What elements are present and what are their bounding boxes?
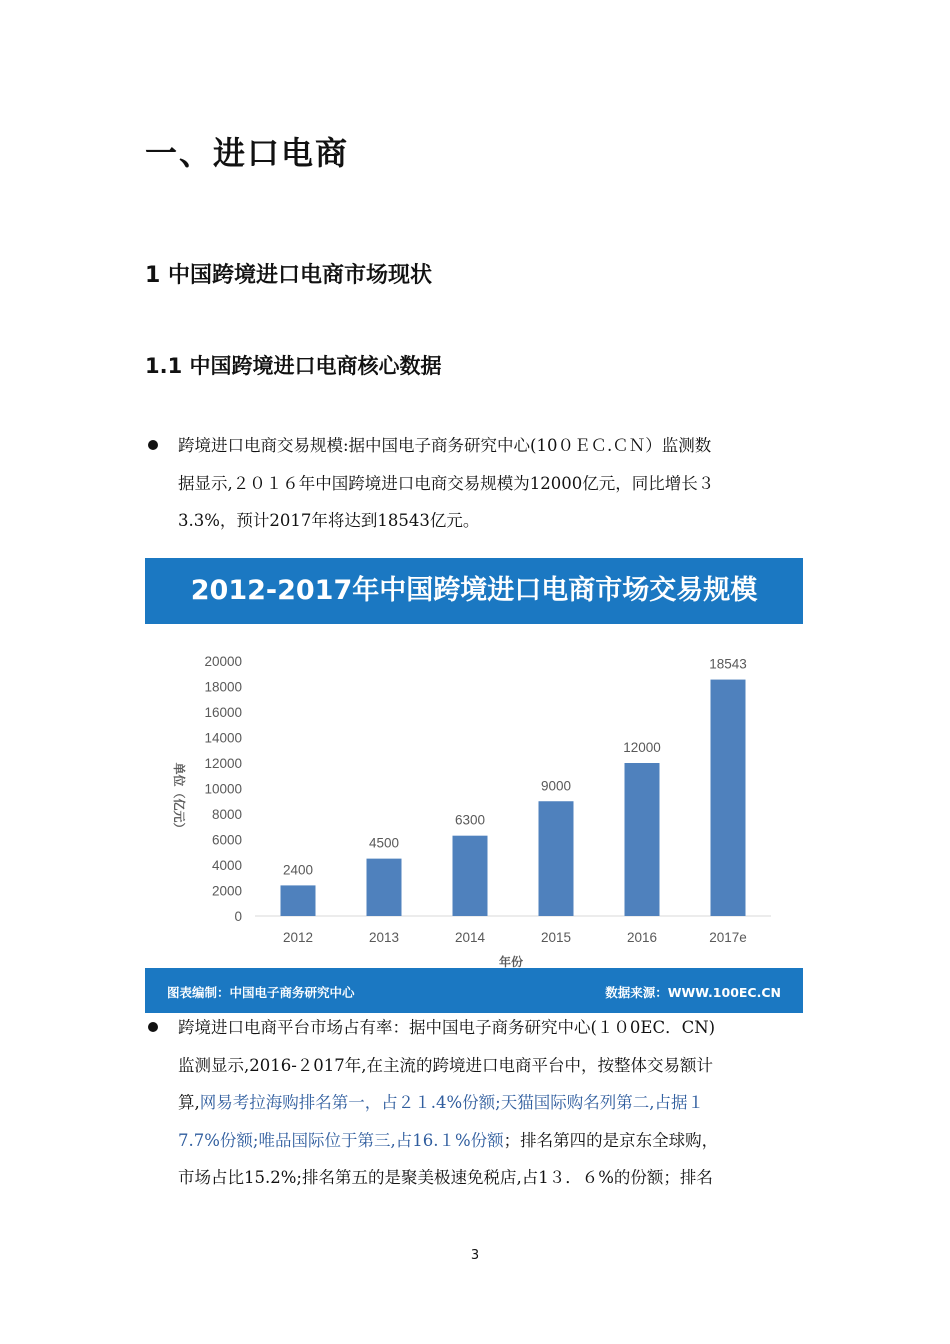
x-tick-label: 2012 (282, 930, 314, 945)
highlighted-text: 7.7%份额;唯品国际位于第三,占16.１%份额 (178, 1130, 504, 1150)
y-tick-label: 20000 (204, 654, 242, 669)
bar-chart (145, 558, 803, 1013)
bullet-paragraph-2 (178, 1009, 790, 1197)
x-tick-label: 2017e (709, 930, 747, 945)
data-label: 2400 (282, 862, 314, 878)
chart-plot (145, 624, 803, 968)
paragraph-text: ；排名第四的是京东全球购， (503, 1130, 719, 1150)
bullet-point-icon (148, 1022, 158, 1032)
paragraph-line: 据显示,２０１６年中国跨境进口电商交易规模为12000亿元，同比增长３ (178, 473, 715, 493)
x-axis-title: 年份 (498, 955, 524, 968)
highlighted-text: 网易考拉海购排名第一，占２１.4%份额;天猫国际购名列第二,占据１ (199, 1093, 704, 1112)
y-tick-label: 14000 (204, 730, 242, 746)
chart-footer-source: 数据来源：WWW.100EC.CN (605, 985, 781, 1000)
y-tick-label: 16000 (204, 705, 242, 720)
x-tick-label: 2015 (540, 930, 572, 945)
paragraph-text: 算, (178, 1093, 200, 1112)
bar (625, 763, 660, 916)
subsection-title: 1 中国跨境进口电商市场现状 (145, 263, 432, 288)
subsubsection-title: 1.1 中国跨境进口电商核心数据 (145, 354, 442, 378)
paragraph-line (178, 1084, 790, 1122)
data-label: 6300 (454, 812, 486, 828)
paragraph-line (178, 1122, 790, 1160)
paragraph-line: 跨境进口电商平台市场占有率：据中国电子商务研究中心(１０0EC．CN) (178, 1018, 716, 1037)
x-tick-label: 2014 (454, 930, 486, 945)
paragraph-line: 跨境进口电商交易规模:据中国电子商务研究中心(10０ＥＣ.ＣＮ）监测数 (178, 436, 712, 455)
bullet-paragraph-1 (178, 427, 790, 540)
y-tick-label: 0 (234, 909, 242, 924)
y-tick-label: 6000 (211, 832, 242, 848)
y-tick-label: 4000 (211, 858, 242, 873)
paragraph-line: 3.3%，预计2017年将达到18543亿元。 (178, 511, 480, 530)
chart-footer (145, 968, 803, 1013)
data-label: 9000 (540, 778, 572, 794)
page-number: 3 (470, 1248, 480, 1263)
bar (539, 801, 574, 916)
y-axis-title: 单位（亿元） (172, 762, 186, 835)
y-tick-label: 10000 (204, 781, 242, 797)
bar (281, 885, 316, 916)
paragraph-line: 市场占比15.2%;排名第五的是聚美极速免税店,占1３．６%的份额；排名 (178, 1168, 713, 1187)
data-label: 4500 (368, 835, 400, 851)
y-tick-label: 18000 (204, 679, 242, 695)
y-tick-label: 12000 (204, 756, 242, 771)
y-tick-label: 2000 (211, 883, 242, 899)
bar (367, 859, 402, 916)
chart-banner-title: 2012-2017年中国跨境进口电商市场交易规模 (145, 558, 803, 624)
chart-footer-compiler: 图表编制：中国电子商务研究中心 (167, 985, 355, 1000)
data-label: 12000 (623, 740, 661, 755)
bar (711, 680, 746, 916)
section-title: 一、进口电商 (145, 134, 350, 172)
x-tick-label: 2016 (626, 930, 658, 945)
data-label: 18543 (709, 656, 747, 672)
bar (453, 836, 488, 916)
bullet-point-icon (148, 440, 158, 450)
paragraph-line: 监测显示,2016-２017年,在主流的跨境进口电商平台中，按整体交易额计 (178, 1055, 714, 1075)
x-tick-label: 2013 (368, 930, 400, 945)
y-tick-label: 8000 (211, 807, 242, 822)
